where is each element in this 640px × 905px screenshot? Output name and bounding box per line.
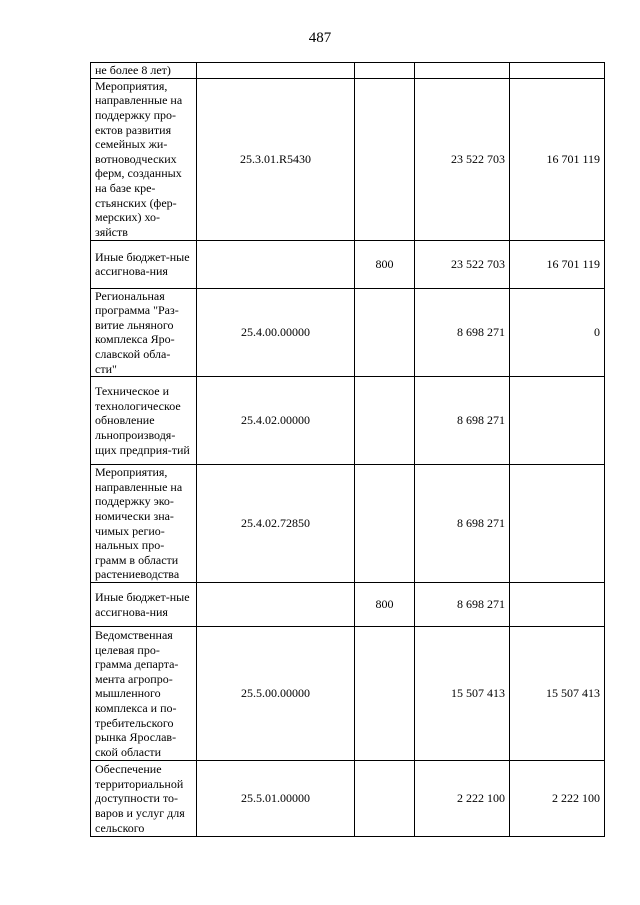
table-row [91, 63, 605, 79]
item-name-cell: Ведомственная целевая про-грамма департа-мента агропро-мышленного комплекса и по-требительского рынка Ярослав-ской области [91, 627, 197, 761]
expense-type-cell [355, 377, 415, 465]
expense-type-cell [355, 78, 415, 240]
amount-year1-cell: 15 507 413 [415, 627, 510, 761]
target-code-cell: 25.3.01.R5430 [197, 78, 355, 240]
item-name-cell: Иные бюджет-ные ассигнова-ния [91, 240, 197, 288]
amount-year2-cell [510, 63, 605, 79]
amount-year2-cell: 0 [510, 288, 605, 377]
expense-type-cell [355, 761, 415, 837]
item-name-cell: Мероприятия, направленные на поддержку эко-номически зна-чимых регио-нальных про-грамм в области растениеводства [91, 465, 197, 583]
amount-year2-cell: 2 222 100 [510, 761, 605, 837]
target-code-cell: 25.4.02.72850 [197, 465, 355, 583]
budget-table [90, 62, 605, 837]
item-name-cell: Техническое и технологическое обновление льнопроизводя-щих предприя-тий [91, 377, 197, 465]
amount-year1-cell [415, 63, 510, 79]
item-name-cell: Обеспечение территориальной доступности то-варов и услуг для сельского [91, 761, 197, 837]
amount-year1-cell: 2 222 100 [415, 761, 510, 837]
expense-type-cell: 800 [355, 240, 415, 288]
amount-year1-cell: 8 698 271 [415, 288, 510, 377]
amount-year2-cell [510, 465, 605, 583]
amount-year1-cell: 8 698 271 [415, 465, 510, 583]
target-code-cell [197, 583, 355, 627]
target-code-cell [197, 240, 355, 288]
amount-year2-cell: 16 701 119 [510, 240, 605, 288]
amount-year2-cell [510, 583, 605, 627]
target-code-cell: 25.4.00.00000 [197, 288, 355, 377]
amount-year1-cell: 23 522 703 [415, 240, 510, 288]
item-name-cell: Иные бюджет-ные ассигнова-ния [91, 583, 197, 627]
item-name-cell: Мероприятия, направленные на поддержку про-ектов развития семейных жи-вотноводческих ферм, созданных на базе кре-стьянских (фер-мерских) хо-зяйств [91, 78, 197, 240]
amount-year2-cell [510, 377, 605, 465]
target-code-cell [197, 63, 355, 79]
expense-type-cell [355, 465, 415, 583]
target-code-cell: 25.5.00.00000 [197, 627, 355, 761]
amount-year1-cell: 8 698 271 [415, 583, 510, 627]
target-code-cell: 25.4.02.00000 [197, 377, 355, 465]
table-row [91, 240, 605, 288]
table-row [91, 78, 605, 240]
table-row [91, 583, 605, 627]
table-row [91, 288, 605, 377]
table-row [91, 465, 605, 583]
amount-year1-cell: 8 698 271 [415, 377, 510, 465]
amount-year2-cell: 16 701 119 [510, 78, 605, 240]
expense-type-cell [355, 63, 415, 79]
item-name-cell: Региональная программа "Раз-витие льняного комплекса Яро-славской обла-сти" [91, 288, 197, 377]
expense-type-cell: 800 [355, 583, 415, 627]
expense-type-cell [355, 288, 415, 377]
table-row [91, 761, 605, 837]
table-row [91, 627, 605, 761]
target-code-cell: 25.5.01.00000 [197, 761, 355, 837]
expense-type-cell [355, 627, 415, 761]
page-number: 487 [308, 30, 332, 46]
amount-year1-cell: 23 522 703 [415, 78, 510, 240]
table-row [91, 377, 605, 465]
amount-year2-cell: 15 507 413 [510, 627, 605, 761]
item-name-cell: не более 8 лет) [91, 63, 197, 79]
